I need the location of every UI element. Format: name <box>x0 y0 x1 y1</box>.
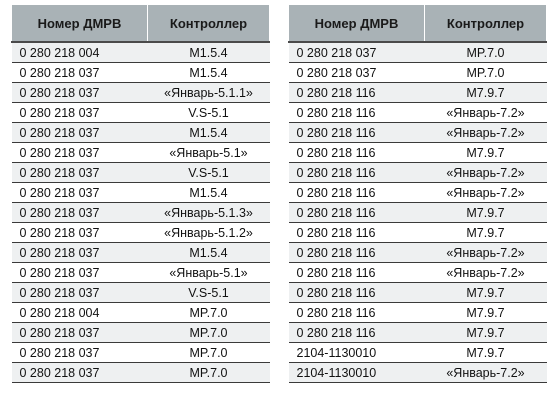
controller-cell: M1.5.4 <box>148 42 270 63</box>
header-controller: Контроллер <box>425 5 547 43</box>
part-number-cell: 0 280 218 037 <box>12 343 148 363</box>
controller-cell: «Январь-7.2» <box>425 363 547 383</box>
part-number-cell: 0 280 218 037 <box>12 263 148 283</box>
controller-cell: M7.9.7 <box>425 283 547 303</box>
table-row <box>289 283 547 303</box>
controller-cell: V.S-5.1 <box>148 283 270 303</box>
part-number-cell: 0 280 218 116 <box>289 183 425 203</box>
controller-cell: M7.9.7 <box>425 223 547 243</box>
header-row <box>12 5 270 43</box>
controller-cell: M7.9.7 <box>425 203 547 223</box>
controller-cell: M7.9.7 <box>425 343 547 363</box>
table-row <box>12 303 270 323</box>
table-row <box>289 243 547 263</box>
right-table-body <box>289 42 547 383</box>
controller-cell: M1.5.4 <box>148 63 270 83</box>
header-row <box>289 5 547 43</box>
controller-cell: «Январь-7.2» <box>425 263 547 283</box>
table-row <box>12 183 270 203</box>
controller-cell: M1.5.4 <box>148 183 270 203</box>
controller-cell: «Январь-5.1.1» <box>148 83 270 103</box>
table-row <box>12 163 270 183</box>
table-row <box>289 143 547 163</box>
controller-cell: V.S-5.1 <box>148 103 270 123</box>
table-row <box>289 223 547 243</box>
table-row <box>12 283 270 303</box>
controller-cell: MP.7.0 <box>425 63 547 83</box>
table-row <box>289 63 547 83</box>
table-row <box>12 83 270 103</box>
table-row <box>12 203 270 223</box>
table-row <box>12 103 270 123</box>
table-row <box>12 223 270 243</box>
table-row <box>289 363 547 383</box>
controller-cell: «Январь-5.1.3» <box>148 203 270 223</box>
controller-cell: M7.9.7 <box>425 83 547 103</box>
part-number-cell: 0 280 218 116 <box>289 83 425 103</box>
part-number-cell: 0 280 218 037 <box>12 323 148 343</box>
part-number-cell: 0 280 218 116 <box>289 123 425 143</box>
controller-cell: «Январь-5.1» <box>148 263 270 283</box>
controller-cell: MP.7.0 <box>148 343 270 363</box>
controller-cell: V.S-5.1 <box>148 163 270 183</box>
part-number-cell: 0 280 218 037 <box>12 83 148 103</box>
controller-cell: «Январь-7.2» <box>425 103 547 123</box>
table-row <box>289 42 547 63</box>
part-number-cell: 0 280 218 037 <box>12 143 148 163</box>
part-number-cell: 0 280 218 116 <box>289 163 425 183</box>
right-table <box>288 4 547 383</box>
part-number-cell: 2104-1130010 <box>289 363 425 383</box>
header-part-number: Номер ДМРВ <box>12 5 148 43</box>
table-row <box>289 183 547 203</box>
part-number-cell: 0 280 218 037 <box>12 123 148 143</box>
header-part-number: Номер ДМРВ <box>289 5 425 43</box>
part-number-cell: 2104-1130010 <box>289 343 425 363</box>
part-number-cell: 0 280 218 037 <box>12 103 148 123</box>
table-row <box>12 263 270 283</box>
table-row <box>12 63 270 83</box>
controller-cell: «Январь-7.2» <box>425 123 547 143</box>
part-number-cell: 0 280 218 037 <box>12 283 148 303</box>
part-number-cell: 0 280 218 037 <box>12 243 148 263</box>
part-number-cell: 0 280 218 116 <box>289 263 425 283</box>
controller-cell: M1.5.4 <box>148 243 270 263</box>
table-row <box>12 323 270 343</box>
controller-cell: «Январь-7.2» <box>425 183 547 203</box>
table-row <box>12 243 270 263</box>
table-row <box>289 263 547 283</box>
part-number-cell: 0 280 218 037 <box>289 42 425 63</box>
table-row <box>12 363 270 383</box>
header-controller: Контроллер <box>148 5 270 43</box>
part-number-cell: 0 280 218 116 <box>289 303 425 323</box>
table-row <box>12 42 270 63</box>
part-number-cell: 0 280 218 116 <box>289 203 425 223</box>
table-row <box>289 343 547 363</box>
part-number-cell: 0 280 218 037 <box>289 63 425 83</box>
part-number-cell: 0 280 218 037 <box>12 203 148 223</box>
table-row <box>289 203 547 223</box>
controller-cell: M7.9.7 <box>425 143 547 163</box>
controller-cell: «Январь-5.1» <box>148 143 270 163</box>
part-number-cell: 0 280 218 037 <box>12 63 148 83</box>
part-number-cell: 0 280 218 116 <box>289 283 425 303</box>
table-row <box>289 163 547 183</box>
part-number-cell: 0 280 218 116 <box>289 323 425 343</box>
controller-cell: MP.7.0 <box>148 363 270 383</box>
table-row <box>12 123 270 143</box>
left-table <box>11 4 270 383</box>
table-row <box>289 103 547 123</box>
controller-cell: MP.7.0 <box>425 42 547 63</box>
part-number-cell: 0 280 218 037 <box>12 163 148 183</box>
part-number-cell: 0 280 218 037 <box>12 183 148 203</box>
controller-cell: MP.7.0 <box>148 323 270 343</box>
part-number-cell: 0 280 218 037 <box>12 223 148 243</box>
controller-cell: MP.7.0 <box>148 303 270 323</box>
table-row <box>289 123 547 143</box>
left-table-body <box>12 42 270 383</box>
part-number-cell: 0 280 218 116 <box>289 143 425 163</box>
table-row <box>12 343 270 363</box>
part-number-cell: 0 280 218 116 <box>289 243 425 263</box>
part-number-cell: 0 280 218 116 <box>289 103 425 123</box>
controller-cell: «Январь-7.2» <box>425 243 547 263</box>
part-number-cell: 0 280 218 004 <box>12 303 148 323</box>
part-number-cell: 0 280 218 037 <box>12 363 148 383</box>
part-number-cell: 0 280 218 004 <box>12 42 148 63</box>
table-row <box>289 323 547 343</box>
controller-cell: M1.5.4 <box>148 123 270 143</box>
controller-cell: M7.9.7 <box>425 303 547 323</box>
controller-cell: M7.9.7 <box>425 323 547 343</box>
table-row <box>12 143 270 163</box>
controller-cell: «Январь-5.1.2» <box>148 223 270 243</box>
table-row <box>289 83 547 103</box>
part-number-cell: 0 280 218 116 <box>289 223 425 243</box>
controller-cell: «Январь-7.2» <box>425 163 547 183</box>
table-row <box>289 303 547 323</box>
